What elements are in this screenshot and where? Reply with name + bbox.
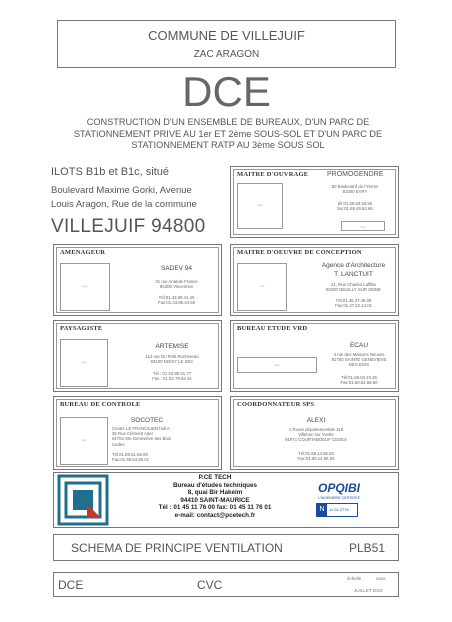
maitre-ouvrage-name: PROMOGENDRE [327, 171, 384, 178]
drawing-title: SCHEMA DE PRINCIPE VENTILATION [71, 541, 283, 555]
paysagiste-title: PAYSAGISTE [60, 325, 103, 332]
footer-box [53, 572, 399, 597]
paysagiste-name: ARTEMISE [155, 343, 189, 350]
coordonnateur-contact: Tél:01.69.14.56.93 Fax:01.69.14.86.93 [297, 451, 335, 462]
coordonnateur-name: ALEXI [306, 417, 326, 424]
amenageur-address: 31 rue Anatole France 94306 Vincennes [155, 279, 198, 290]
drawing-title-box [53, 534, 399, 561]
paysagiste-contact: Tél : 01 53 89 01 77 Fax : 01 53 79 84 44 [152, 371, 192, 382]
maitre-ouvrage-address: 50 Boulevard de l'Yerres 91000 EVRY [331, 184, 379, 195]
footer-lot: CVC [197, 578, 223, 592]
footer-echelle-label: échelle : [347, 576, 364, 581]
maitre-ouvrage-contact: tél:01.69.63.53.56 fax:01.69.45.62.66 [337, 201, 373, 212]
maitre-ouvrage-logo-small: logo [341, 221, 385, 231]
bureau-controle-contact: Tél:01.69.51.56.00 Fax:01.69.54.56.01 [112, 452, 150, 463]
maitre-oeuvre-contact: Tél:01.46.37.46.09 Fax:01.47.22.14.01 [334, 298, 373, 309]
maitre-ouvrage-title: MAITRE D'OUVRAGE [237, 171, 309, 178]
bureau-controle-title: BUREAU DE CONTROLE [60, 401, 141, 408]
project-description [50, 117, 406, 152]
pcetech-logo [57, 474, 109, 526]
amenageur-logo: logo [60, 263, 110, 311]
maitre-ouvrage-box [230, 166, 399, 238]
opqibi-name: OPQIBI [318, 481, 361, 495]
opqibi-logo [316, 481, 378, 523]
pcetech-logo-graphic [57, 474, 109, 526]
maitre-oeuvre-logo: logo [237, 263, 287, 311]
pcetech-name: P.CE TECH [198, 474, 232, 481]
zac-title: ZAC ARAGON [193, 49, 260, 60]
location-line-1: Boulevard Maxime Gorki, Avenue [51, 185, 192, 196]
opqibi-cert-box [316, 503, 358, 517]
description-line-2: STATIONNEMENT PRIVE AU 1er ET 2ème SOUS-SOL ET D'UN PARC DE [73, 128, 383, 139]
footer-phase: DCE [58, 578, 84, 592]
coordonnateur-address: 1 Route départementale 118 Villebon sur Yvette 91971 COURTABOEUF CEDEX [285, 427, 347, 443]
ilots-label: ILOTS B1b et B1c, situé [51, 166, 170, 178]
pcetech-email: e-mail: contact@pcetech.fr [174, 511, 256, 519]
description-line-1: CONSTRUCTION D'UN ENSEMBLE DE BUREAUX, D'UN PARC DE [86, 117, 370, 127]
bureau-vrd-title: BUREAU ETUDE VRD [237, 325, 308, 332]
drawing-number: PLB51 [349, 541, 386, 555]
dce-heading: DCE [182, 68, 271, 115]
bureau-vrd-address: 4 rue des Maisons Neuves 91760 SAINTE GENEVIEVE DES BOIS [331, 352, 387, 368]
footer-date: JUILLET 2016 [354, 588, 383, 593]
paysagiste-box [53, 320, 222, 392]
opqibi-n-icon: N [317, 504, 327, 516]
maitre-oeuvre-name-2: T. LANCTUIT [334, 271, 373, 278]
amenageur-contact: Tél:01.43.98.44.40 Fax:01.43.98.44.69 [157, 295, 196, 306]
bureau-controle-box [53, 396, 222, 470]
bureau-vrd-name: ECAU [349, 342, 369, 349]
bureau-controle-name: SOCOTEC [130, 417, 164, 424]
coordonnateur-box [230, 396, 399, 470]
opqibi-tag: L'INGÉNIERIE CERTIFIÉE [318, 496, 361, 500]
maitre-ouvrage-logo: logo [237, 183, 283, 229]
commune-title: COMMUNE DE VILLEJUIF [148, 28, 305, 43]
footer-echelle-value: sans [376, 576, 386, 581]
bureau-controle-address: Centre LE FRANCILIEN hall A 35 Rue Clément Ader 91702 Ste Geneviève des Bois Cedex [112, 426, 172, 447]
bureau-vrd-contact: Tél:01.69.04.23.26 Fax:01.60.54.66.50 [340, 375, 378, 386]
amenageur-box [53, 244, 222, 316]
maitre-oeuvre-address: 21, Rue Charles Laffitte 92200 NEUILLY SUR SEINE [325, 282, 381, 293]
coordonnateur-title: COORDONNATEUR SPS [237, 401, 315, 408]
amenageur-name: SADEV 94 [160, 265, 193, 272]
maitre-oeuvre-title: MAITRE D'OEUVRE DE CONCEPTION [237, 249, 362, 256]
bureau-vrd-logo: logo [237, 357, 317, 373]
maitre-oeuvre-box [230, 244, 399, 316]
city-label: VILLEJUIF 94800 [51, 216, 206, 237]
bureau-controle-logo: logo [60, 417, 108, 465]
description-line-3: STATIONNEMENT RATP AU 3ème SOUS SOL [131, 140, 325, 150]
bureau-vrd-box [230, 320, 399, 392]
location-line-2: Louis Aragon, Rue de la commune [51, 199, 197, 210]
paysagiste-address: 114 rue Du Petit Rochereau 93100 NOISY LE SEC [145, 354, 199, 365]
paysagiste-logo: logo [60, 339, 108, 387]
opqibi-cert-number: 11 04 2776 [329, 507, 349, 512]
amenageur-title: AMENAGEUR [60, 249, 106, 256]
pcetech-info: P.CE TECH Bureau d'études techniques 8, quai Bir Hakeim 94410 SAINT-MAURICE Tél : 01 45 11 76 00 fax: 01 45 11 76 01 e-mail: contact@pcetech.fr [140, 474, 290, 520]
maitre-oeuvre-name: Agence d'Architecture [321, 262, 386, 269]
